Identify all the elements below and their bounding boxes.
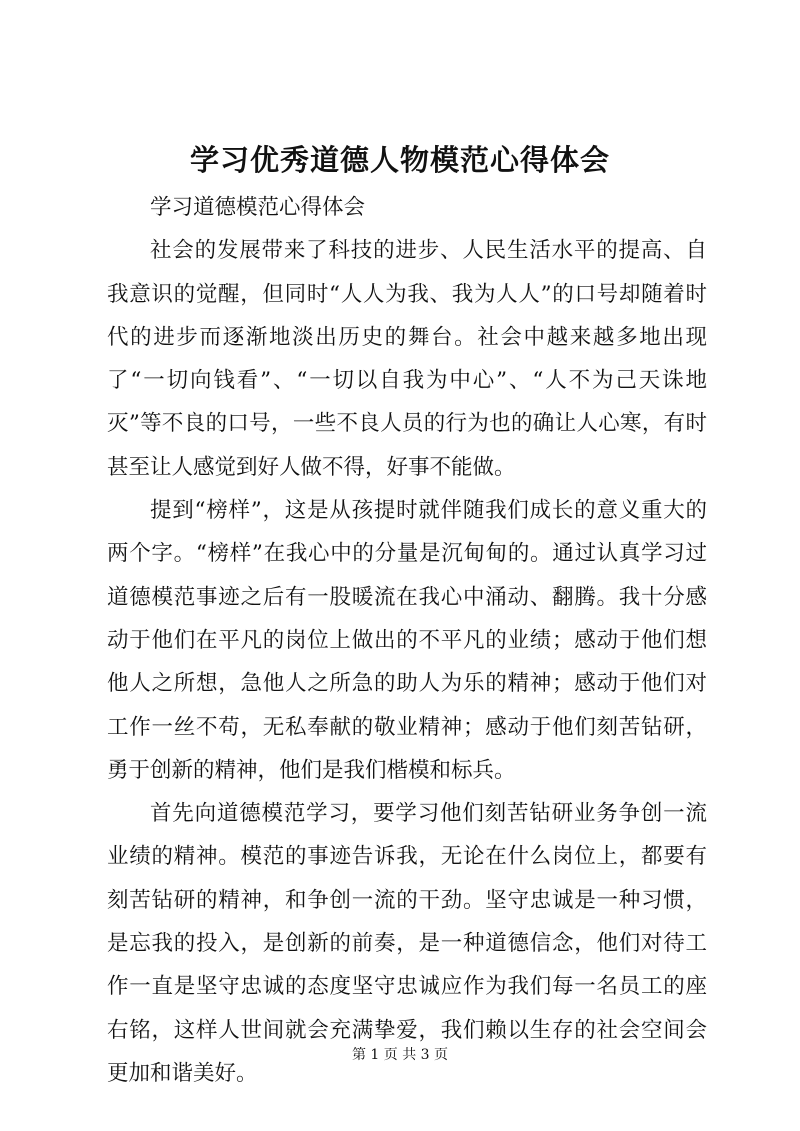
document-body <box>107 186 707 1095</box>
paragraph-1: 社会的发展带来了科技的进步、人民生活水平的提高、自我意识的觉醒，但同时“人人为我、我为人人”的口号却随着时代的进步而逐渐地淡出历史的舞台。社会中越来越多地出现了“一切向钱看”、“一切以自我为中心”、“人不为己天诛地灭”等不良的口号，一些不良人员的行为也的确让人心寒，有时甚至让人感觉到好人做不得，好事不能做。 <box>107 238 707 480</box>
document-subtitle: 学习道德模范心得体会 <box>150 195 366 220</box>
page-number-footer: 第 1 页 共 3 页 <box>351 1047 449 1063</box>
document-title: 学习优秀道德人物模范心得体会 <box>189 143 610 177</box>
paragraph-3: 首先向道德模范学习，要学习他们刻苦钻研业务争创一流业绩的精神。模范的事迹告诉我，无论在什么岗位上，都要有刻苦钻研的精神，和争创一流的干劲。坚守忠诚是一种习惯，是忘我的投入，是创新的前奏，是一种道德信念，他们对待工作一直是坚守忠诚的态度坚守忠诚应作为我们每一名员工的座右铭，这样人世间就会充满挚爱，我们赖以生存的社会空间会更加和谐美好。 <box>107 801 707 1086</box>
paragraph-2: 提到“榜样”，这是从孩提时就伴随我们成长的意义重大的两个字。“榜样”在我心中的分量是沉甸甸的。通过认真学习过道德模范事迹之后有一股暖流在我心中涌动、翻腾。我十分感动于他们在平凡的岗位上做出的不平凡的业绩；感动于他们想他人之所想，急他人之所急的助人为乐的精神；感动于他们对工作一丝不苟，无私奉献的敬业精神；感动于他们刻苦钻研，勇于创新的精神，他们是我们楷模和标兵。 <box>107 498 707 783</box>
